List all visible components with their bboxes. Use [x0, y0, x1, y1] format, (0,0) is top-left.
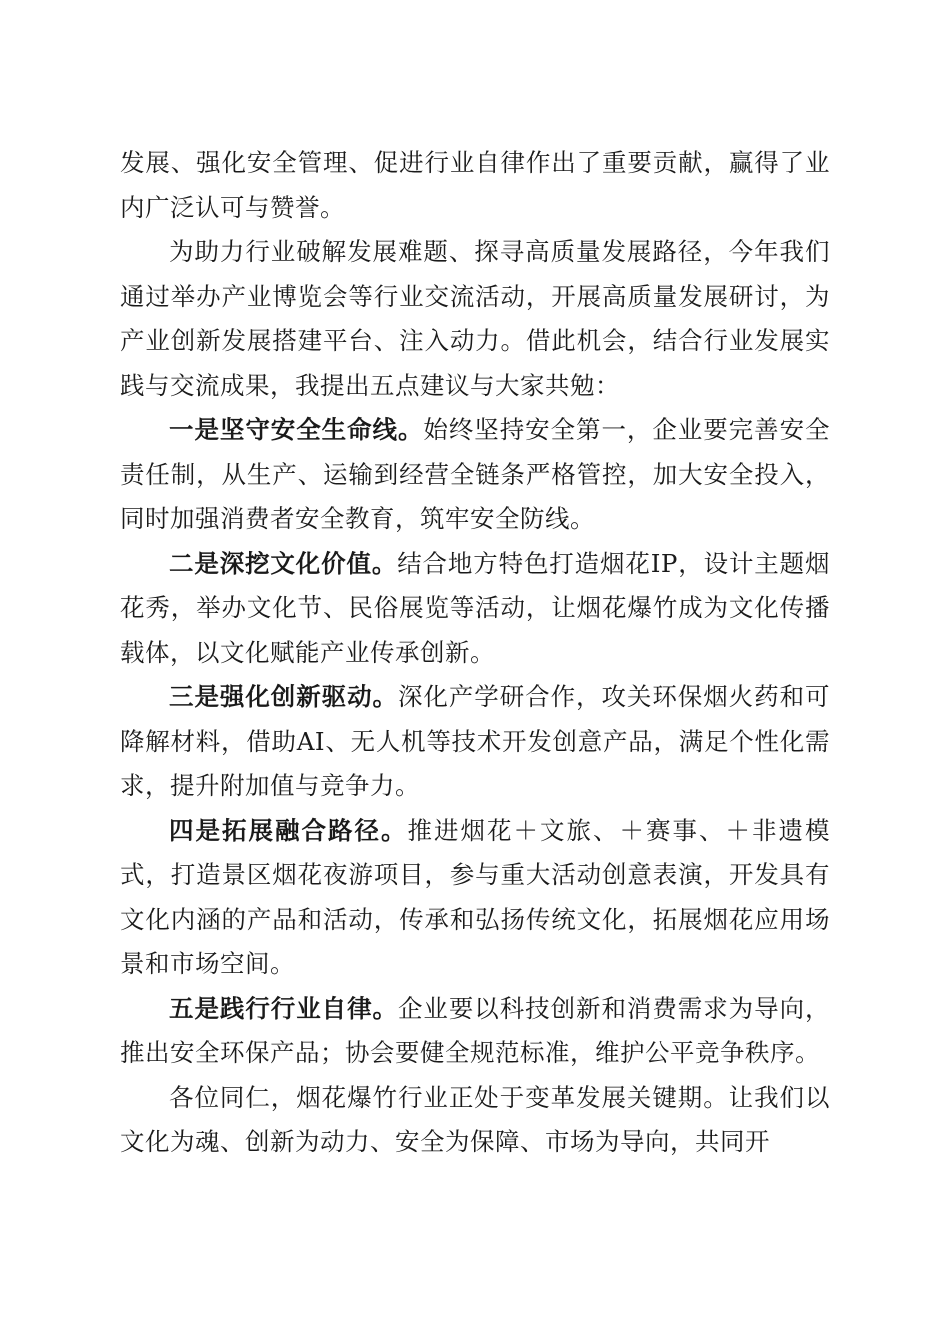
suggestion-4-text: 推进烟花＋文旅、＋赛事、＋非遗模式，打造景区烟花夜游项目，参与重大活动创意表演，开发具有文化内涵的产品和活动，传承和弘扬传统文化，拓展烟花应用场景和市场空间。	[120, 815, 830, 978]
document-body	[120, 141, 830, 1165]
suggestion-2-heading: 二是深挖文化价值。	[169, 548, 398, 578]
suggestion-5-heading: 五是践行行业自律。	[169, 993, 398, 1023]
suggestion-3-heading: 三是强化创新驱动。	[169, 682, 398, 711]
suggestion-2	[120, 542, 830, 676]
suggestion-3	[120, 675, 830, 809]
paragraph-1	[120, 141, 830, 230]
paragraph-1-text: 发展、强化安全管理、促进行业自律作出了重要贡献，赢得了业内广泛认可与赞誉。	[120, 148, 830, 222]
suggestion-5-text: 企业要以科技创新和消费需求为导向，推出安全环保产品；协会要健全规范标准，维护公平竞争秩序。	[120, 993, 831, 1067]
suggestion-2-text: 结合地方特色打造烟花IP，设计主题烟花秀，举办文化节、民俗展览等活动，让烟花爆竹成为文化传播载体，以文化赋能产业传承创新。	[120, 548, 830, 667]
closing-paragraph-text: 各位同仁，烟花爆竹行业正处于变革发展关键期。让我们以文化为魂、创新为动力、安全为保障、市场为导向，共同开	[120, 1082, 830, 1156]
paragraph-2-text: 为助力行业破解发展难题、探寻高质量发展路径，今年我们通过举办产业博览会等行业交流活动，开展高质量发展研讨，为产业创新发展搭建平台、注入动力。借此机会，结合行业发展实践与交流成果，我提出五点建议与大家共勉：	[120, 237, 830, 400]
suggestion-1-heading: 一是坚守安全生命线。	[169, 415, 424, 444]
suggestion-1	[120, 408, 830, 542]
suggestion-4	[120, 809, 830, 987]
suggestion-5	[120, 987, 830, 1076]
paragraph-2	[120, 230, 830, 408]
suggestion-4-heading: 四是拓展融合路径。	[169, 815, 408, 845]
suggestion-3-text: 深化产学研合作，攻关环保烟火药和可降解材料，借助AI、无人机等技术开发创意产品，满足个性化需求，提升附加值与竞争力。	[120, 682, 831, 800]
closing-paragraph	[120, 1076, 830, 1165]
suggestion-1-text: 始终坚持安全第一，企业要完善安全责任制，从生产、运输到经营全链条严格管控，加大安全投入，同时加强消费者安全教育，筑牢安全防线。	[120, 415, 831, 533]
